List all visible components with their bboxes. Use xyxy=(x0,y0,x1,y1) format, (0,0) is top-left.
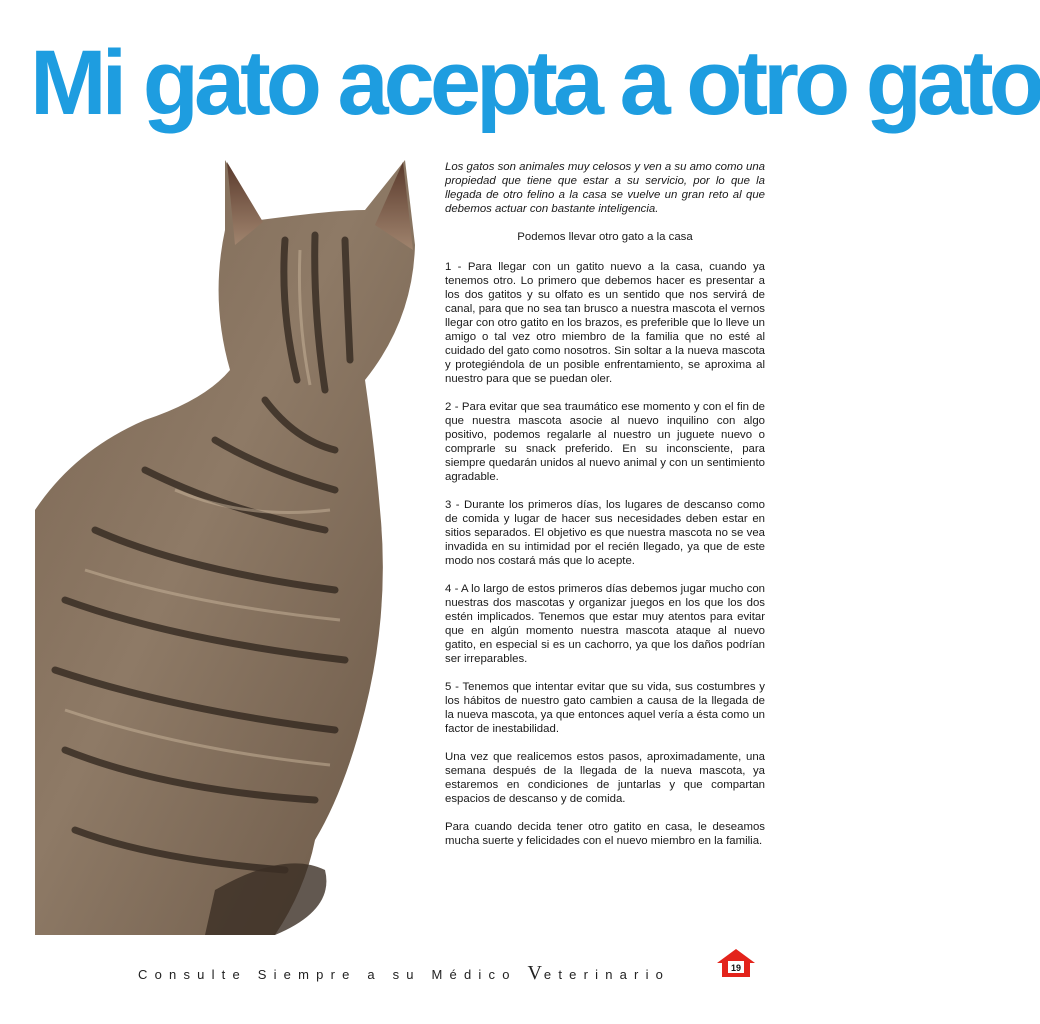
paragraph-closing: Para cuando decida tener otro gatito en casa, le deseamos mucha suerte y felicidades con el nuevo miembro en la familia. xyxy=(445,821,765,847)
cat-photo xyxy=(35,150,430,935)
paragraph-step-4: 4 - A lo largo de estos primeros días debemos jugar mucho con nuestras dos mascotas y organizar juegos en los que los dos estén implicados. Tenemos que estar muy atentos para evitar que en algún momento nuestra mascota ataque al nuevo gatito, en especial si es un cachorro, ya que los daños podrían ser irreparables. xyxy=(445,583,765,665)
section-subheading: Podemos llevar otro gato a la casa xyxy=(517,231,693,243)
page-number: 19 xyxy=(730,963,742,973)
page-footer xyxy=(0,960,802,984)
paragraph-step-2: 2 - Para evitar que sea traumático ese momento y con el fin de que nuestra mascota asocie al nuevo inquilino con algo positivo, podemos regalarle al nuestro un juguete nuevo o comprarle su snack preferido. En su inconsciente, para siempre quedarán unidos al nuevo animal y con un sentimiento agradable. xyxy=(445,401,765,483)
paragraph-step-3: 3 - Durante los primeros días, los lugares de descanso como de comida y lugar de hacer sus necesidades deben estar en sitios separados. El objetivo es que nuestra mascota no se vea invadida en su intimidad por el recién llegado, ya que de este modo nos costará más que lo acepte. xyxy=(445,499,765,567)
paragraph-conclusion: Una vez que realicemos estos pasos, aproximadamente, una semana después de la llegada de la nueva mascota, ya estaremos en condiciones de juntarlas y que compartan espacios de descanso y de comida. xyxy=(445,751,765,805)
page-title: Mi gato acepta a otro gato xyxy=(30,32,1040,134)
page-number-house-icon xyxy=(716,948,756,978)
footer-slogan xyxy=(138,962,670,985)
footer-text-end: eterinario xyxy=(543,967,671,982)
paragraph-step-5: 5 - Tenemos que intentar evitar que su vida, sus costumbres y los hábitos de nuestro gato cambien a causa de la llegada de la nueva mascota, ya que entonces aquel vería a ésta como un factor de inestabilidad. xyxy=(445,681,765,735)
paragraph-step-1: 1 - Para llegar con un gatito nuevo a la casa, cuando ya tenemos otro. Lo primero que debemos hacer es presentar a los dos gatitos y su olfato es un sentido que nos servirá de canal, para que no sea tan brusco a nuestra mascota el vernos llegar con otro gatito en los brazos, es preferible que lo lleve un amigo o tal vez otro miembro de la familia que no esté al cuidado del gato como nosotros. Sin soltar a la nueva mascota y protegiéndola de un posible enfrentamiento, se aproxima al nuestro para que se puedan oler. xyxy=(445,261,765,385)
veterinario-logo-letter: V xyxy=(527,962,544,984)
article-body xyxy=(445,160,765,862)
intro-paragraph: Los gatos son animales muy celosos y ven a su amo como una propiedad que tiene que estar a su servicio, por lo que la llegada de otro felino a la casa se vuelve un gran reto al que debemos actuar con bastante inteligencia. xyxy=(445,161,765,215)
footer-text-start: Consulte Siempre a su Médico xyxy=(138,967,528,982)
